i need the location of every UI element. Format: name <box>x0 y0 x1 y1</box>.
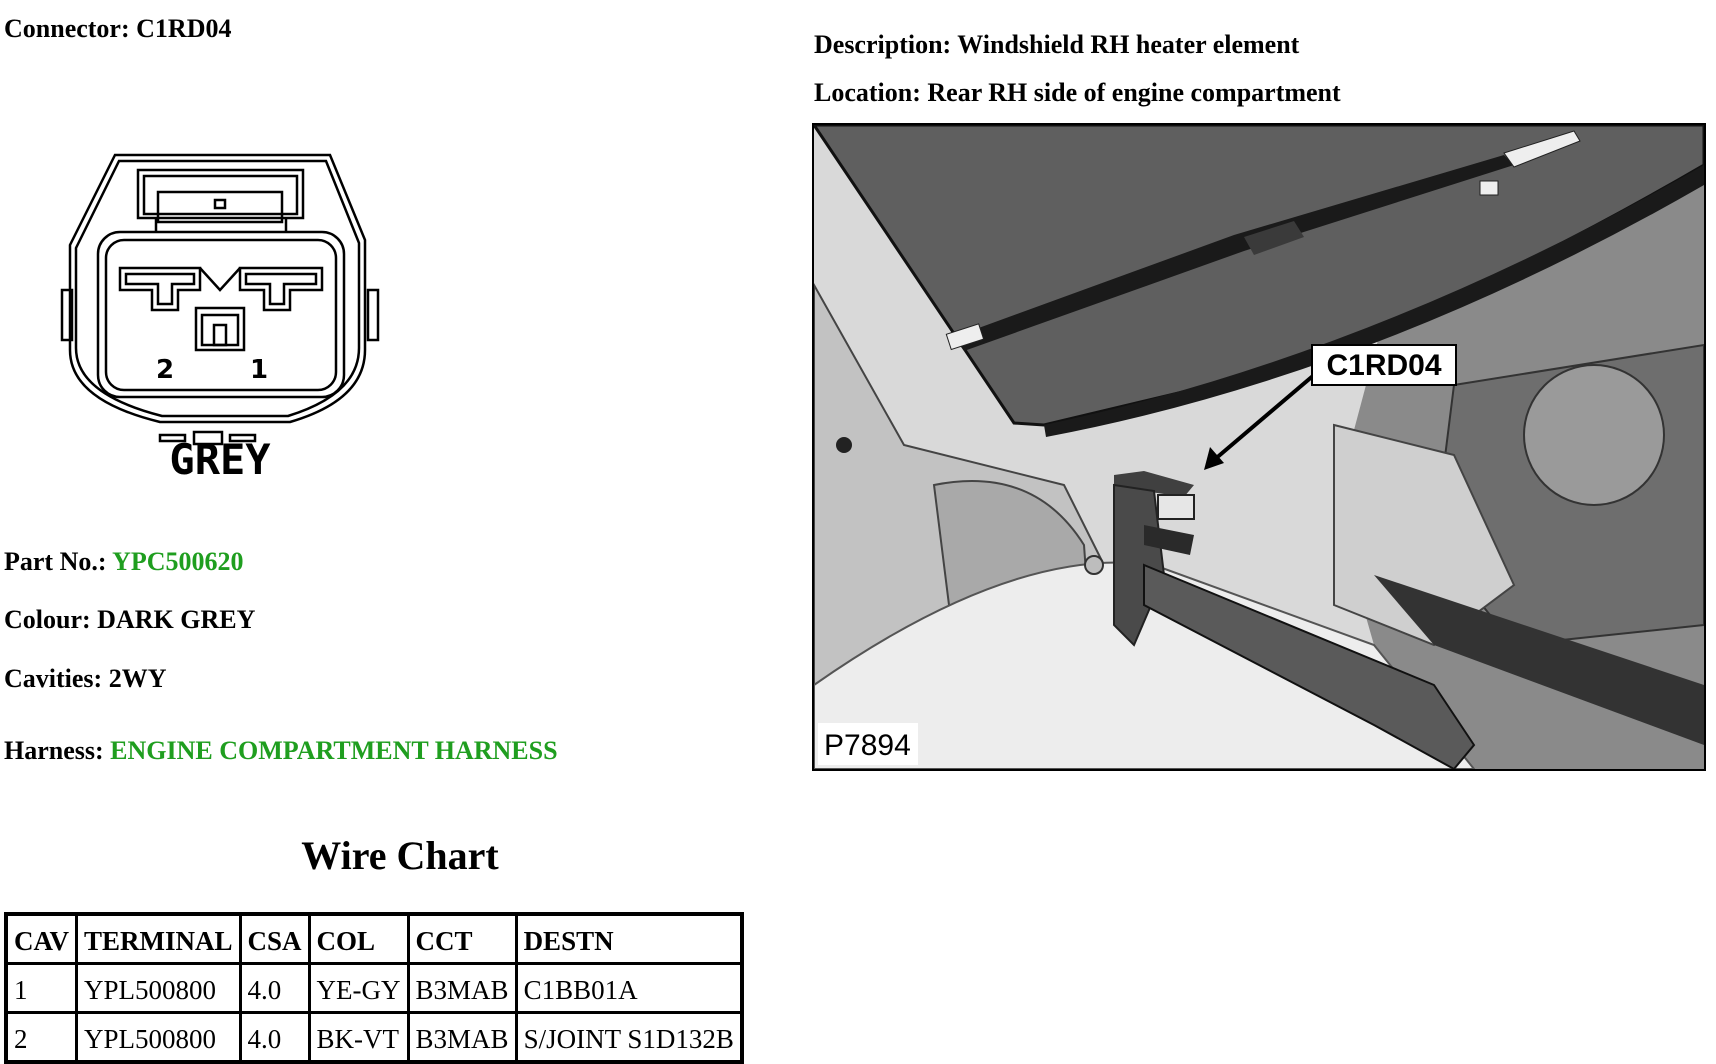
pin-number-1: 1 <box>250 355 269 385</box>
location-value: Rear RH side of engine compartment <box>927 78 1341 107</box>
connector-outline <box>62 155 378 444</box>
part-number-line <box>4 547 244 577</box>
pin-number-2: 2 <box>156 355 175 385</box>
header-cct: CCT <box>408 914 516 964</box>
table-row <box>6 964 742 1013</box>
colour-label: Colour: <box>4 605 91 634</box>
colour-line <box>4 605 255 635</box>
colour-value: DARK GREY <box>97 605 256 634</box>
cell-cav: 2 <box>6 1013 77 1063</box>
harness-line <box>4 736 558 766</box>
cavities-label: Cavities: <box>4 664 103 693</box>
description-value: Windshield RH heater element <box>957 30 1300 59</box>
photo-callout-label: C1RD04 <box>1326 349 1442 382</box>
connector-label: Connector: <box>4 14 130 43</box>
header-terminal: TERMINAL <box>77 914 241 964</box>
cell-cct: B3MAB <box>408 964 516 1013</box>
photo-figure-id: P7894 <box>824 729 911 762</box>
cell-cct: B3MAB <box>408 1013 516 1063</box>
connector-heading <box>4 14 231 44</box>
connector-value: C1RD04 <box>136 14 232 43</box>
header-cav: CAV <box>6 914 77 964</box>
wire-chart-title: Wire Chart <box>301 833 499 878</box>
location-photo <box>812 123 1706 771</box>
cell-destn: S/JOINT S1D132B <box>516 1013 742 1063</box>
part-number-label: Part No.: <box>4 547 107 576</box>
location-line <box>814 78 1341 108</box>
cell-terminal: YPL500800 <box>77 1013 241 1063</box>
harness-link[interactable]: ENGINE COMPARTMENT HARNESS <box>110 736 558 765</box>
description-label: Description: <box>814 30 952 59</box>
table-header-row <box>6 914 742 964</box>
cell-col: YE-GY <box>309 964 408 1013</box>
engine-compartment-illustration <box>814 125 1704 769</box>
location-label: Location: <box>814 78 921 107</box>
cell-col: BK-VT <box>309 1013 408 1063</box>
cell-csa: 4.0 <box>240 964 309 1013</box>
cell-cav: 1 <box>6 964 77 1013</box>
cavities-line <box>4 664 166 694</box>
part-number-link[interactable]: YPC500620 <box>112 547 244 576</box>
cell-destn: C1BB01A <box>516 964 742 1013</box>
cell-csa: 4.0 <box>240 1013 309 1063</box>
header-destn: DESTN <box>516 914 742 964</box>
cell-terminal: YPL500800 <box>77 964 241 1013</box>
cavities-value: 2WY <box>108 664 167 693</box>
harness-label: Harness: <box>4 736 104 765</box>
table-row <box>6 1013 742 1063</box>
connector-diagram <box>60 150 380 480</box>
wire-chart-table <box>4 912 744 1064</box>
header-csa: CSA <box>240 914 309 964</box>
connector-colour-label: GREY <box>169 435 271 480</box>
description-line <box>814 30 1299 60</box>
header-col: COL <box>309 914 408 964</box>
